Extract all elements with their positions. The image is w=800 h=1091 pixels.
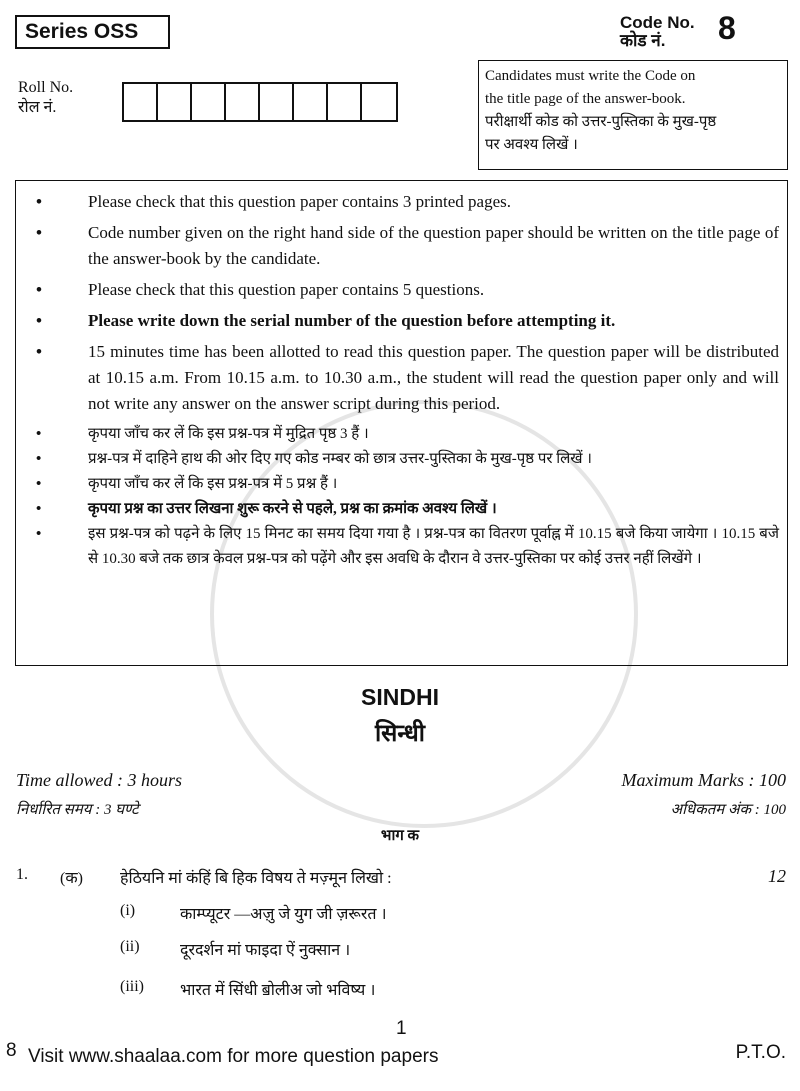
roll-box[interactable] bbox=[158, 84, 192, 120]
roll-label bbox=[18, 78, 73, 118]
roll-number-boxes[interactable] bbox=[122, 82, 398, 122]
option-text: दूरदर्शन मां फाइदा ऐं नुक्सान । bbox=[180, 942, 351, 959]
footer-code: 8 bbox=[6, 1040, 17, 1061]
bullet: • bbox=[36, 526, 42, 542]
roll-box[interactable] bbox=[124, 84, 158, 120]
code-label-hi: कोड नं. bbox=[620, 31, 666, 50]
instruction-item: • Please check that this question paper contains 5 questions. bbox=[24, 277, 779, 303]
code-label bbox=[620, 14, 695, 50]
note-line: Candidates must write the Code on bbox=[485, 68, 696, 84]
option-text: भारत में सिंधी ॿोलीअ जो भविष्य । bbox=[180, 982, 376, 999]
pto-label: P.T.O. bbox=[735, 1042, 786, 1063]
subject-title-hi: सिन्धी bbox=[374, 720, 426, 747]
instruction-item: • Please write down the serial number of the question before attempting it. bbox=[24, 308, 779, 334]
note-line: the title page of the answer-book. bbox=[485, 91, 686, 107]
page-number: 1 bbox=[396, 1018, 407, 1039]
roll-label-hi: रोल नं. bbox=[18, 99, 57, 116]
question-part: (क) bbox=[60, 870, 83, 887]
instruction-item: • Please check that this question paper contains 3 printed pages. bbox=[24, 189, 779, 215]
question-marks: 12 bbox=[768, 866, 786, 886]
roll-box[interactable] bbox=[294, 84, 328, 120]
question-text: हेठियनि मां कंहिं बि हिक विषय ते मज़्मून लिखो : bbox=[120, 870, 392, 887]
roll-box[interactable] bbox=[192, 84, 226, 120]
roll-box[interactable] bbox=[226, 84, 260, 120]
option-text: काम्प्यूटर —अज़ु जे युग जी ज़रूरत । bbox=[180, 906, 387, 923]
instruction-item: • Code number given on the right hand side of the question paper should be written on the title page of the answer-book by the candidate. bbox=[24, 220, 779, 272]
bullet: • bbox=[36, 311, 42, 330]
code-number: 8 bbox=[718, 10, 736, 46]
roll-box[interactable] bbox=[362, 84, 396, 120]
option-label: (ii) bbox=[120, 938, 140, 955]
footer-visit-link[interactable]: Visit www.shaalaa.com for more question papers bbox=[28, 1046, 439, 1067]
bullet: • bbox=[36, 342, 42, 361]
bullet: • bbox=[36, 192, 42, 211]
instruction-item-hindi: • कृपया प्रश्न का उत्तर लिखना शुरू करने से पहले, प्रश्न का क्रमांक अवश्य लिखें । bbox=[24, 497, 779, 522]
instruction-item-hindi: • कृपया जाँच कर लें कि इस प्रश्न-पत्र में 5 प्रश्न हैं । bbox=[24, 472, 779, 497]
max-marks-hi: अधिकतम अंक : 100 bbox=[670, 802, 786, 818]
time-allowed-en: Time allowed : 3 hours bbox=[16, 770, 183, 790]
bullet: • bbox=[36, 501, 42, 517]
option-label: (i) bbox=[120, 902, 136, 919]
bullet: • bbox=[36, 280, 42, 299]
bullet: • bbox=[36, 451, 42, 467]
subject-title-en: SINDHI bbox=[361, 684, 439, 710]
bullet: • bbox=[36, 223, 42, 242]
instructions-box bbox=[15, 180, 788, 666]
instruction-item-hindi: • प्रश्न-पत्र में दाहिने हाथ की ओर दिए गए कोड नम्बर को छात्र उत्तर-पुस्तिका के मुख-पृष्ठ पर लिखें । bbox=[24, 447, 779, 472]
time-allowed-hi: निर्धारित समय : 3 घण्टे bbox=[16, 802, 139, 818]
roll-label-en: Roll No. bbox=[18, 79, 74, 96]
instruction-item: • 15 minutes time has been allotted to read this question paper. The question paper will be distributed at 10.15 a.m. From 10.15 a.m. to 10.30 a.m., the student will read the question paper only and will not write any answer on the answer script during this period. bbox=[24, 339, 779, 417]
section-heading: भाग क bbox=[380, 828, 420, 844]
series-label: Series OSS bbox=[15, 15, 170, 49]
option-label: (iii) bbox=[120, 978, 144, 995]
bullet: • bbox=[36, 476, 42, 492]
max-marks-en: Maximum Marks : 100 bbox=[621, 770, 786, 790]
note-line: पर अवश्य लिखें । bbox=[485, 137, 578, 153]
note-line: परीक्षार्थी कोड को उत्तर-पुस्तिका के मुख-पृष्ठ bbox=[485, 114, 717, 130]
roll-box[interactable] bbox=[260, 84, 294, 120]
instruction-item-hindi: • कृपया जाँच कर लें कि इस प्रश्न-पत्र में मुद्रित पृष्ठ 3 हैं । bbox=[24, 422, 779, 447]
code-label-en: Code No. bbox=[620, 13, 695, 32]
question-number: 1. bbox=[16, 866, 28, 883]
instruction-item-hindi: • इस प्रश्न-पत्र को पढ़ने के लिए 15 मिनट का समय दिया गया है । प्रश्न-पत्र का वितरण पूर्वाह्न में 10.15 बजे किया जायेगा । 10.15 बजे से 10.30 बजे तक छात्र केवल प्रश्न-पत्र को पढ़ेंगे और इस अवधि के दौरान वे उत्तर-पुस्तिका पर कोई उत्तर नहीं लिखेंगे । bbox=[24, 522, 779, 572]
roll-box[interactable] bbox=[328, 84, 362, 120]
bullet: • bbox=[36, 426, 42, 442]
candidates-note-box bbox=[478, 60, 788, 170]
